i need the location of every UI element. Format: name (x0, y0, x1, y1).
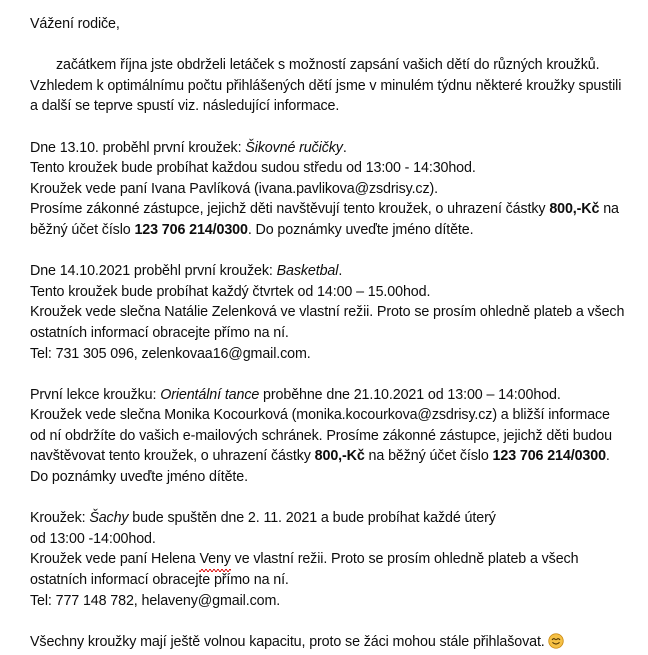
club-4-intro-suffix: bude spuštěn dne 2. 11. 2021 a bude probíhat každé úterý (128, 510, 496, 527)
closing-text: Všechny kroužky mají ještě volnou kapacitu, proto se žáci mohou stále přihlašovat. (30, 633, 545, 650)
club-2-leader: Kroužek vede slečna Natálie Zelenková ve vlastní režii. Proto se prosím ohledně plateb a všech ostatních informací obracejte přímo na ní. (30, 304, 625, 341)
club-4-name: Šachy (89, 510, 129, 527)
club-3-leader-text: Kroužek vede slečna Monika Kocourková (monika.kocourkova@zsdrisy.cz) a bližší informace od ní obdržíte do vašich e-mailových schránek. Prosíme zákonné zástupce, jejichž děti budou navštěvovat tento kroužek, o uhrazení částky (30, 407, 612, 465)
club-2-title-line (30, 261, 628, 282)
club-4-intro-text: Kroužek: (30, 510, 90, 527)
club-1-payment-mid: na běžný účet číslo (30, 201, 619, 238)
paragraph-spacer (30, 117, 628, 138)
club-1-account-number: 123 706 214/0300 (134, 221, 248, 238)
club-3-intro-text: První lekce kroužku: (30, 386, 161, 403)
club-4-leader-prefix: Kroužek vede paní Helena (30, 551, 200, 568)
club-4-title-line (30, 508, 628, 529)
paragraph-spacer (30, 364, 628, 385)
smiling-face-emoji (548, 633, 564, 649)
club-1-schedule: Tento kroužek bude probíhat každou sudou středu od 13:00 - 14:30hod. (30, 160, 476, 177)
club-2-schedule: Tento kroužek bude probíhat každý čtvrtek od 14:00 – 15.00hod. (30, 283, 431, 300)
club-1-leader: Kroužek vede paní Ivana Pavlíková (ivana.pavlikova@zsdrisy.cz). (30, 180, 438, 197)
paragraph-spacer (30, 241, 628, 262)
spellcheck-flagged-word: Veny (199, 549, 230, 570)
club-4-schedule: od 13:00 -14:00hod. (30, 530, 156, 547)
club-2-contact: Tel: 731 305 096, zelenkovaa16@gmail.com. (30, 345, 311, 362)
paragraph-spacer (30, 488, 628, 509)
club-1-payment-suffix: . Do poznámky uveďte jméno dítěte. (247, 221, 474, 238)
paragraph-spacer (30, 611, 628, 632)
club-3-title-line (30, 385, 628, 406)
closing-paragraph (30, 632, 628, 653)
greeting-line: Vážení rodiče, (30, 16, 120, 32)
paragraph-spacer (30, 35, 628, 56)
club-3-account-number: 123 706 214/0300 (492, 448, 606, 465)
club-1-name: Šikovné ručičky (245, 139, 343, 156)
club-4-leader (30, 549, 628, 590)
intro-paragraph (30, 55, 628, 117)
club-1-intro-suffix: . (342, 139, 347, 156)
document-body (30, 14, 628, 652)
club-1-payment (30, 199, 628, 240)
club-3-amount: 800,-Kč (314, 448, 365, 465)
club-3-intro-suffix: proběhne dne 21.10.2021 od 13:00 – 14:00hod. (259, 386, 561, 403)
club-4-contact: Tel: 777 148 782, helaveny@gmail.com. (30, 592, 281, 609)
club-1-amount: 800,-Kč (549, 201, 600, 218)
club-3-payment-suffix: . Do poznámky uveďte jméno dítěte. (30, 448, 610, 486)
club-2-name: Basketbal (276, 263, 339, 280)
club-1-intro-text: Dne 13.10. proběhl první kroužek: (30, 139, 246, 156)
club-3-name: Orientální tance (160, 386, 260, 403)
club-1-payment-prefix: Prosíme zákonné zástupce, jejichž děti navštěvují tento kroužek, o uhrazení částky (30, 201, 550, 218)
club-4-leader-suffix: ve vlastní režii. Proto se prosím ohledně plateb a všech ostatních informací obracejte přímo na ní. (30, 551, 579, 589)
intro-text: začátkem října jste obdrželi letáček s možností zapsání vašich dětí do různých kroužků. Vzhledem k optimálnímu počtu přihlášených dětí jsme v minulém týdnu některé kroužky spustili a další se teprve spustí viz. následující informace. (30, 57, 622, 115)
club-2-intro-text: Dne 14.10.2021 proběhl první kroužek: (30, 263, 277, 280)
club-3-payment-mid: na běžný účet číslo (364, 448, 493, 465)
club-2-intro-suffix: . (338, 263, 343, 280)
club-1-title-line (30, 138, 628, 159)
club-3-leader-and-payment (30, 405, 628, 487)
